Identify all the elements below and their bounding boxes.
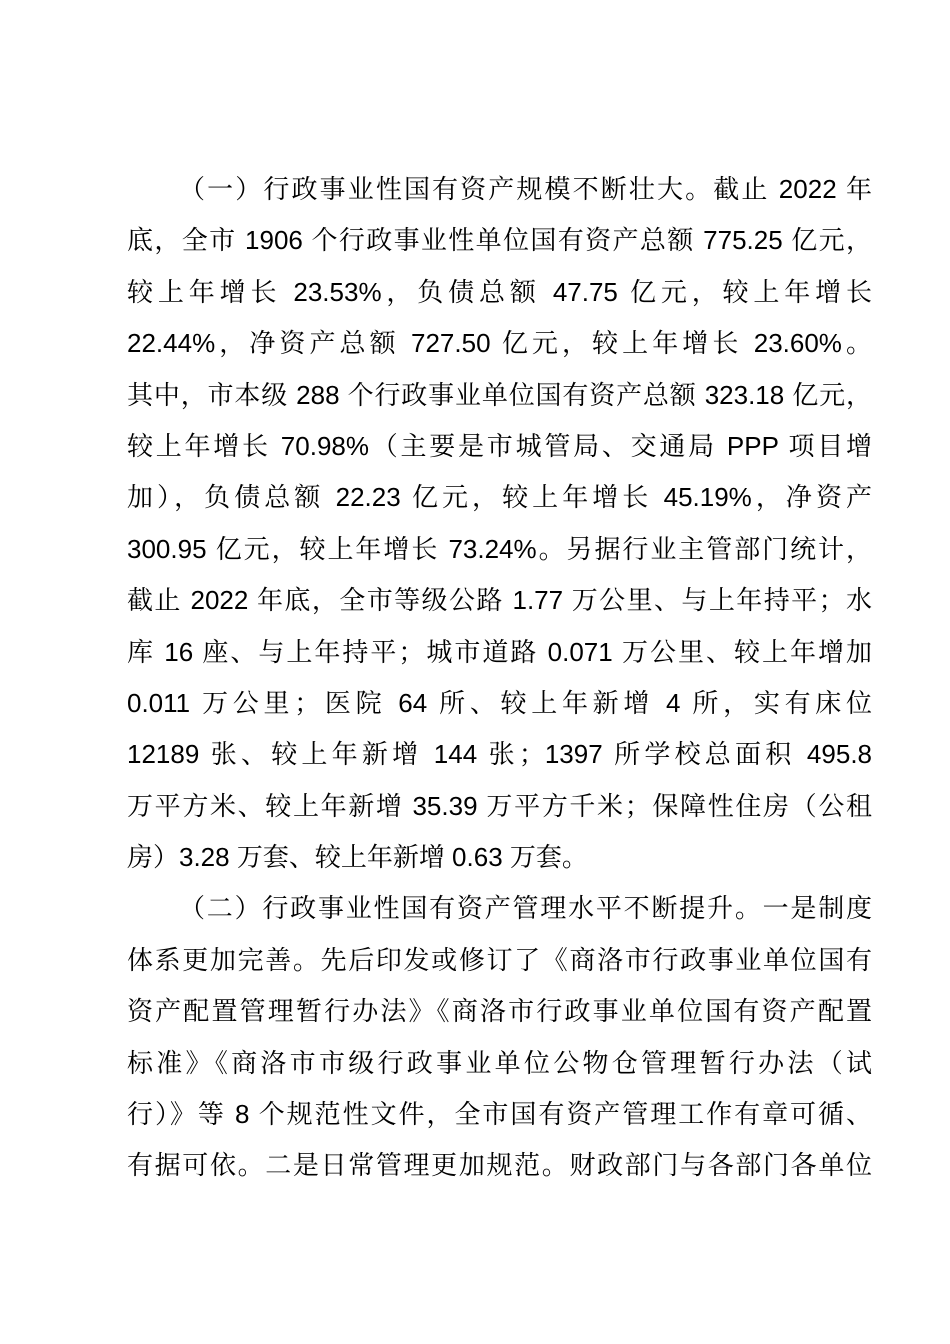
document-body: [127, 164, 872, 1192]
text-line: 较上年增长 23.53%，负债总额 47.75 亿元，较上年增长: [127, 276, 872, 307]
text-line: 标准》《商洛市市级行政事业单位公物仓管理暂行办法（试: [127, 1047, 872, 1078]
text-line: 库 16 座、与上年持平；城市道路 0.071 万公里、较上年增加: [127, 636, 872, 667]
text-line: 行）》等 8 个规范性文件，全市国有资产管理工作有章可循、: [127, 1099, 872, 1130]
text-line: 万平方米、较上年新增 35.39 万平方千米；保障性住房（公租: [127, 790, 872, 821]
text-line: 加），负债总额 22.23 亿元，较上年增长 45.19%，净资产: [127, 482, 872, 513]
text-line: 12189 张、较上年新增 144 张；1397 所学校总面积 495.8: [127, 739, 872, 770]
text-line: 0.011 万公里；医院 64 所、较上年新增 4 所，实有床位: [127, 687, 872, 718]
text-line: 截止 2022 年底，全市等级公路 1.77 万公里、与上年持平；水: [127, 585, 872, 616]
text-line: 较上年增长 70.98%（主要是市城管局、交通局 PPP 项目增: [127, 430, 872, 461]
text-line: （二）行政事业性国有资产管理水平不断提升。一是制度: [179, 893, 872, 924]
text-line: （一）行政事业性国有资产规模不断壮大。截止 2022 年: [179, 174, 872, 204]
text-line: 底，全市 1906 个行政事业性单位国有资产总额 775.25 亿元，: [127, 225, 872, 256]
text-line: 300.95 亿元，较上年增长 73.24%。另据行业主管部门统计，: [127, 533, 872, 564]
text-line: 其中，市本级 288 个行政事业单位国有资产总额 323.18 亿元，: [127, 379, 872, 410]
text-line: 有据可依。二是日常管理更加规范。财政部门与各部门各单位: [127, 1150, 872, 1181]
paragraph-2: [127, 883, 872, 1191]
paragraph-1: [127, 164, 872, 883]
text-line: 资产配置管理暂行办法》《商洛市行政事业单位国有资产配置: [127, 996, 872, 1027]
text-line: 房）3.28 万套、较上年新增 0.63 万套。: [127, 842, 588, 873]
text-line: 体系更加完善。先后印发或修订了《商洛市行政事业单位国有: [127, 944, 872, 975]
text-line: 22.44%，净资产总额 727.50 亿元，较上年增长 23.60%。: [127, 328, 872, 359]
